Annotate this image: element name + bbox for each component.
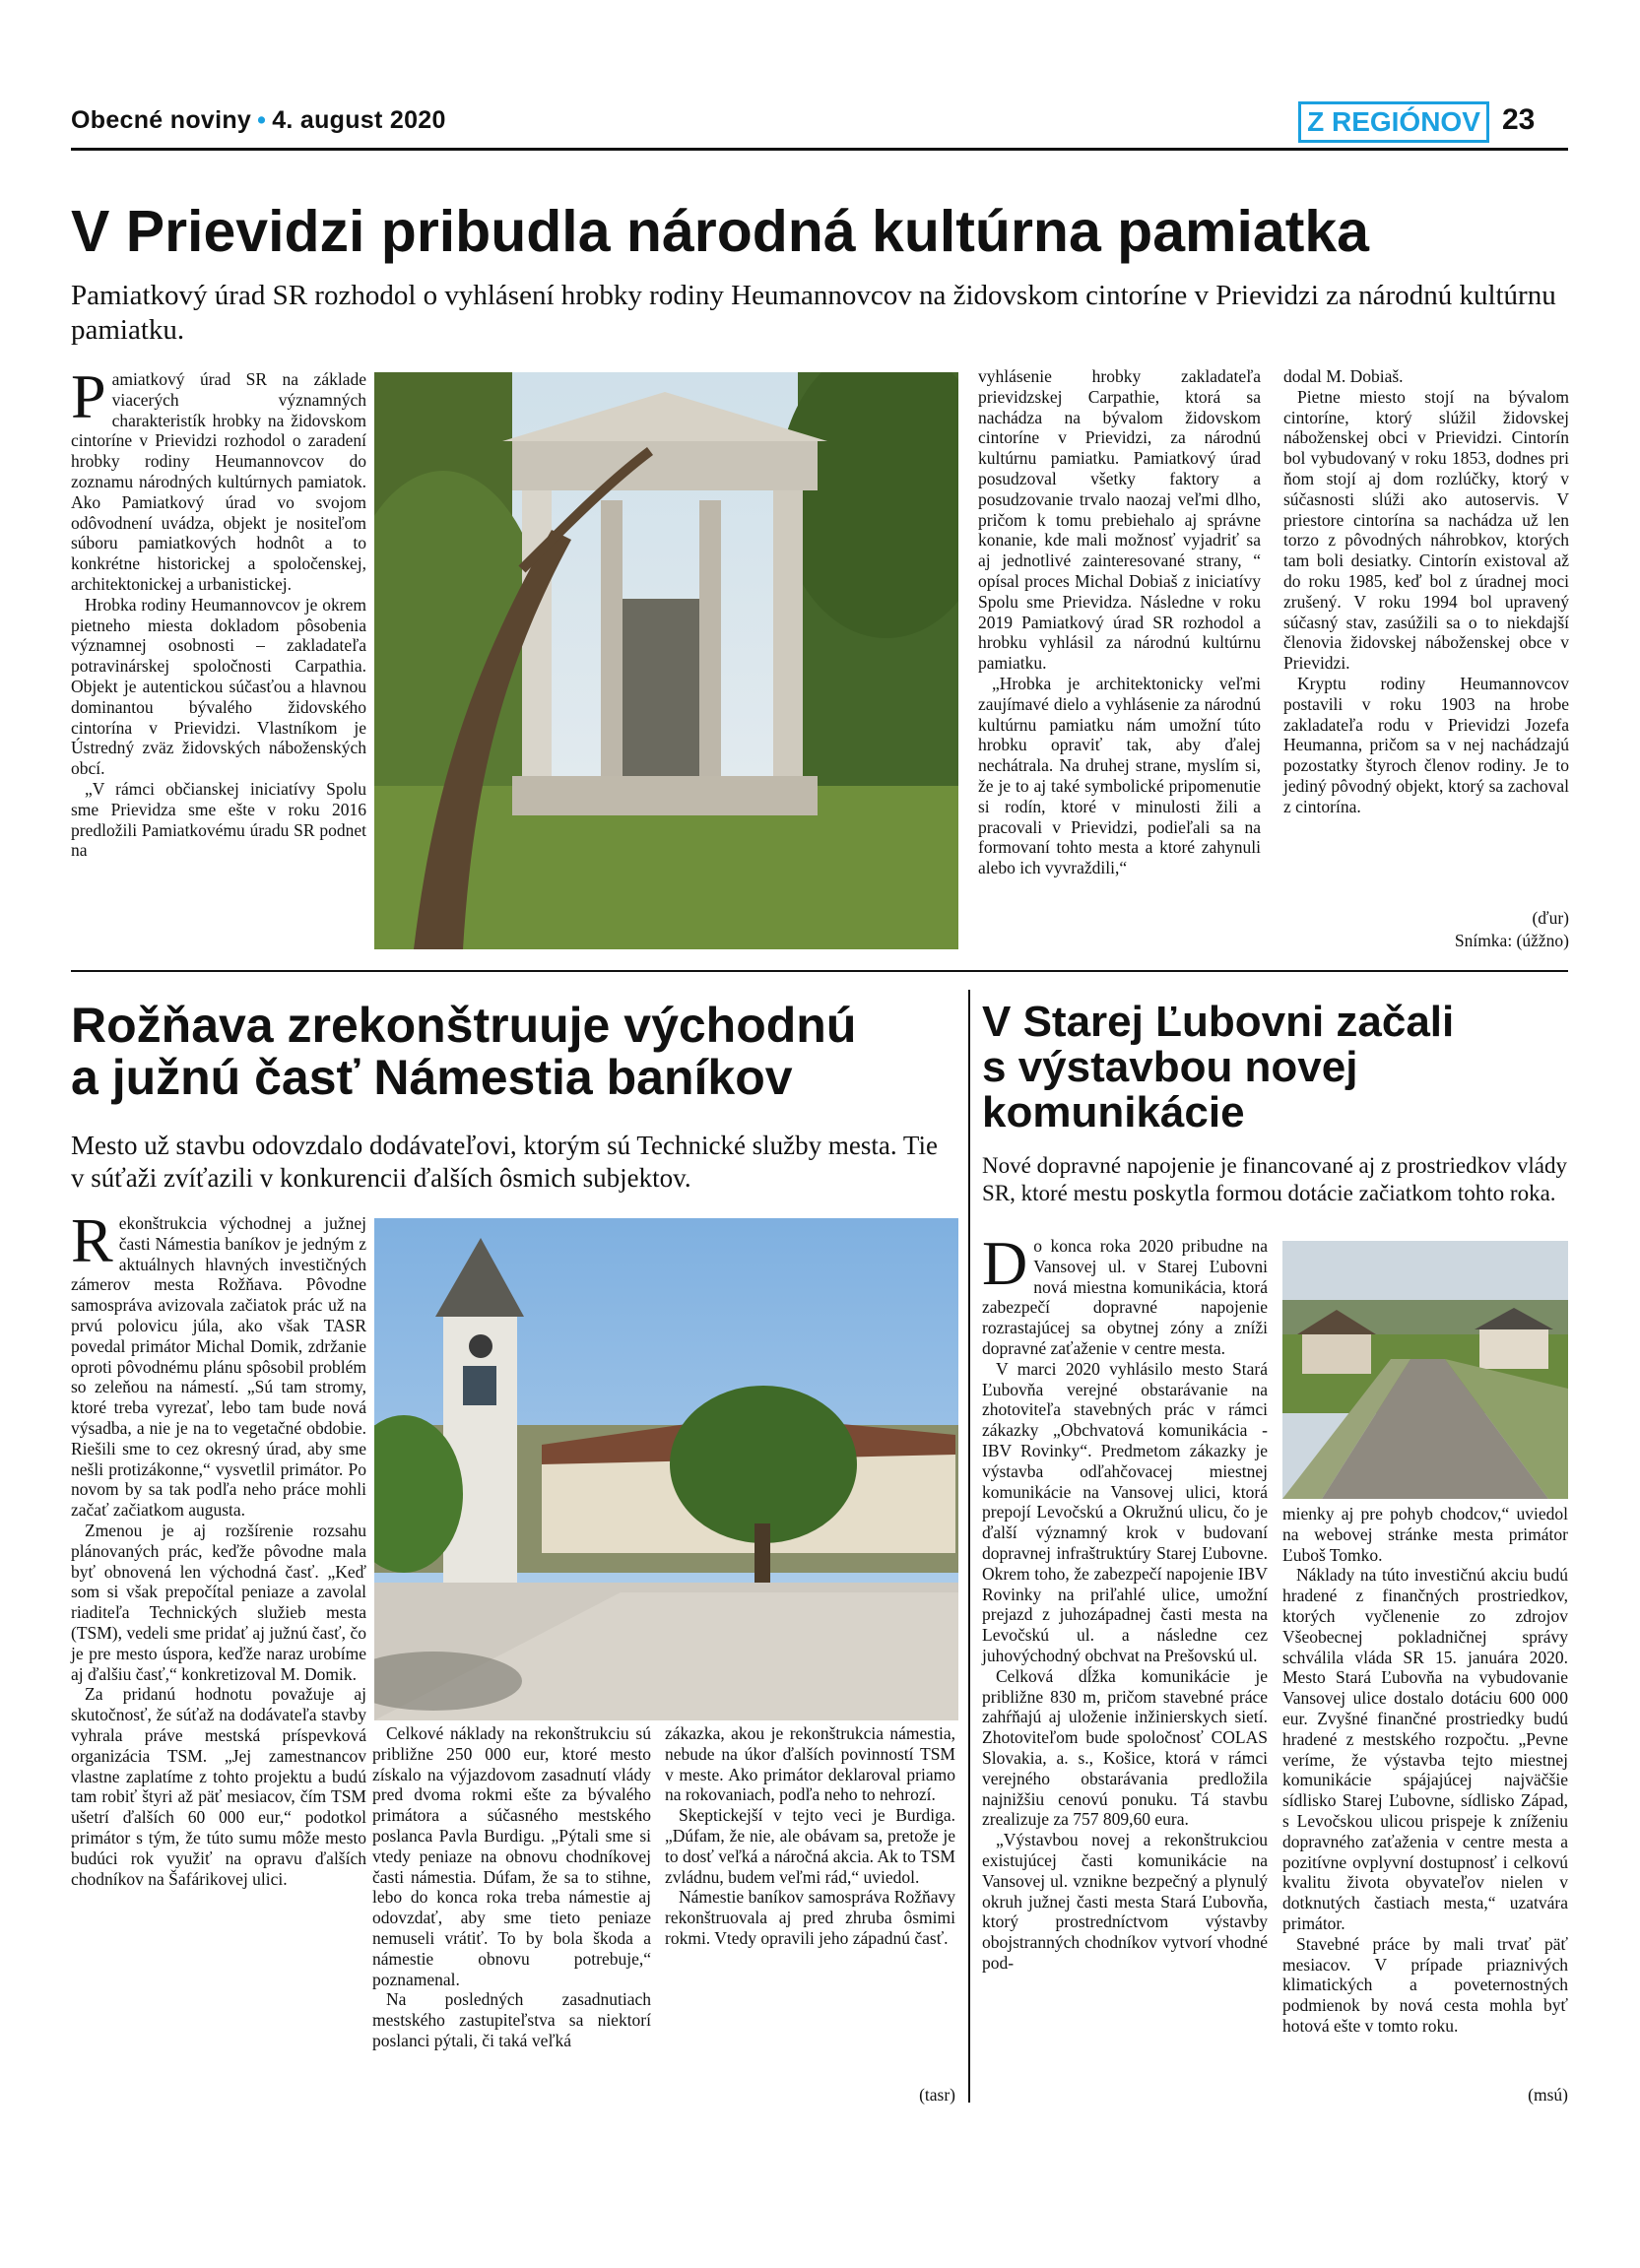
column-divider <box>968 990 970 2103</box>
article1-author: (ďur) <box>1532 908 1569 928</box>
tomb-monument-photo <box>374 372 958 949</box>
paragraph: Kryptu rodiny Heumannovcov postavili v roku 1903 na hrobe zakladateľa rodu v Prievidzi Jozefa Heumanna, pričom sa v nej nachádzajú pozostatky štyroch členov rodiny. Je to jediný pôvodný objekt, ktorý sa zachoval z cintorína. <box>1283 673 1569 816</box>
title-line: komunikácie <box>982 1088 1245 1137</box>
paragraph: „Hrobka je architektonicky veľmi zaujímavé dielo a vyhlásenie za národnú kultúrnu pamiatku nám umožní túto hrobku opraviť tak, aby ďalej nechátrala. Na druhej strane, myslím si, že je to aj také symbolické pripomenutie si rodín, ktoré v minulosti žili a pracovali v Prievidzi, podieľali sa na formovaní tohto mesta a ktoré zahynuli alebo ich vyvraždili,“ <box>978 673 1261 878</box>
paragraph: Za pridanú hodnotu považuje aj skutočnosť, že súťaž na dodávateľa stavby vyhrala práve mestská príspevková organizácia TSM. „Jej zamestnancov vlastne zaplatíme z tohto projektu a budú tam robiť štyri až päť mesiacov, čím TSM ušetrí ďalších 60 000 eur,“ podotkol primátor s tým, že túto sumu môže mesto budúci rok využiť na opravu ďalších chodníkov na Šafárikovej ulici. <box>71 1684 366 1889</box>
paragraph: Hrobka rodiny Heumannovcov je okrem pietneho miesta dokladom pôsobenia významnej osobnosti – zakladateľa potravinárskej spoločnosti Carpathia. Objekt je autentickou súčasťou a hlavnou dominantou bývalého židovského cintorína v Prievidzi. Vlastníkom je Ústredný zväz židovských náboženských obcí. <box>71 594 366 779</box>
paragraph: Náklady na túto investičnú akciu budú hradené z finančných prostriedkov, ktorých vyčlenenie zo zdrojov Všeobecnej pokladničnej správy schválila vláda SR 15. januára 2020. Mesto Stará Ľubovňa na vybudovanie Vansovej ulice dostalo dotáciu 600 000 eur. Zvyšné finančné prostriedky budú hradené z mestského rozpočtu. „Pevne veríme, že výstavba tejto miestnej komunikácie spájajúcej najväčšie sídlisko Starej Ľubovne, sídlisko Západ, s Levočskou ulicou prispeje k zníženiu dopravného zaťaženia v centre mesta a pozitívne ovplyvní dostupnosť i celkovú kvalitu života obyvateľov nielen v dotknutých častiach mesta,“ uzatvára primátor. <box>1282 1565 1568 1933</box>
article1-col4 <box>1283 366 1569 817</box>
dropcap: R <box>71 1205 113 1275</box>
header-rule <box>71 148 1568 151</box>
paragraph: Na posledných zasadnutiach mestského zastupiteľstva sa niektorí poslanci pýtali, či taká veľká <box>372 1989 651 2050</box>
town-square-tower-photo <box>374 1218 958 1720</box>
dropcap: D <box>982 1228 1028 1298</box>
title-line: a južnú časť Námestia baníkov <box>71 1049 793 1105</box>
article2-col1 <box>71 1205 366 1889</box>
title-line: V Starej Ľubovni začali <box>982 998 1455 1046</box>
article1-col3 <box>978 366 1261 878</box>
separator-dot: • <box>257 106 267 134</box>
article3-title <box>982 1000 1573 1136</box>
article2-deck: Mesto už stavbu odovzdalo dodávateľovi, ktorým sú Technické služby mesta. Tie v súťaži zvíťazili v konkurencii ďalších ôsmich subjektov. <box>71 1131 938 1193</box>
paragraph: vyhlásenie hrobky zakladateľa prievidzskej Carpathie, ktorá sa nachádza na bývalom židovskom cintoríne v Prievidzi, za národnú kultúrnu pamiatku. Pamiatkový úrad posudzoval všetky faktory a posudzovanie trvalo naozaj veľmi dlho, pričom k tomu prebiehalo aj správne konanie, kde mali možnosť vyjadriť sa aj jednotlivé zainteresované strany, “ opísal proces Michal Dobiaš z iniciatívy Spolu sme Prievidza. Následne v roku 2019 Pamiatkový úrad SR rozhodol a hrobku vyhlásil za národnú kultúrnu pamiatku. <box>978 366 1261 674</box>
title-line: Rožňava zrekonštruuje východnú <box>71 998 857 1053</box>
article2-title <box>71 1000 957 1103</box>
photo-credit: Snímka: (úžžno) <box>1454 931 1569 950</box>
paragraph: Zmenou je aj rozšírenie rozsahu plánovaných prác, keďže pôvodne mala byť obnovená len východná časť. „Keď som si však prepočítal peniaze a zavolal riaditeľa Technických služieb mesta (TSM), vedeli sme pridať aj južnú časť, čo je pre mesto úspora, keďže naraz urobíme aj ďalšiu časť,“ konkretizoval M. Domik. <box>71 1520 366 1684</box>
dropcap: P <box>71 361 106 431</box>
paragraph: zákazka, akou je rekonštrukcia námestia, nebude na úkor ďalších povinností TSM v meste. Ako primátor deklaroval priamo na rokovaniach, podľa neho to nehrozí. <box>665 1723 955 1805</box>
paragraph: Pietne miesto stojí na bývalom cintoríne, ktorý slúžil židovskej náboženskej obci v Prievidzi. Cintorín bol vybudovaný v roku 1853, dodnes pri ňom stojí aj dom rozlúčky, ktorý v súčasnosti slúži ako autoservis. V priestore cintorína sa nachádza už len torzo z pôvodných náhrobkov, ktorých tam boli desiatky. Cintorín existoval až do roku 1985, keď bol z úradnej moci zrušený. V roku 1994 bol upravený súčasný stav, zasúžili sa o to niekdajší členovia židovskej náboženskej obce v Prievidzi. <box>1283 386 1569 674</box>
paragraph: ekonštrukcia východnej a južnej časti Námestia baníkov je jedným z aktuálnych hlavných investičných zámerov mesta Rožňava. Pôvodne samospráva avizovala začiatok prác už na prvú polovicu júla, ako však TASR povedal primátor Michal Domik, zdržanie oproti pôvodnému plánu spôsobil problém so zeleňou na námestí. „Sú tam stromy, ktoré treba vyrezať, lebo tam bude nová výsadba, a nie je na to vegetačné obdobie. Riešili sme to cez okresný úrad, aby sme nešli protizákonne,“ vysvetlil primátor. Po novom by sa tak podľa neho práce mohli začať začiatkom augusta. <box>71 1213 366 1521</box>
article1-deck: Pamiatkový úrad SR rozhodol o vyhlásení hrobky rodiny Heumannovcov na židovskom cintoríne v Prievidzi za národnú kultúrnu pamiatku. <box>71 280 1556 347</box>
paragraph: „V rámci občianskej iniciatívy Spolu sme Prievidza sme ešte v roku 2016 predložili Pamiatkovému úradu SR podnet na <box>71 778 366 861</box>
article2-col3 <box>665 1723 955 1949</box>
page-number: 23 <box>1502 103 1536 136</box>
paragraph: o konca roka 2020 pribudne na Vansovej ul. v Starej Ľubovni nová miestna komunikácia, ktorá zabezpečí dopravné napojenie rozrastajúcej sa obytnej zóny a zníži dopravné zaťaženie v centre mesta. <box>982 1236 1268 1358</box>
article2-col2 <box>372 1723 651 2051</box>
paragraph: mienky aj pre pohyb chodcov,“ uviedol na webovej stránke mesta primátor Ľuboš Tomko. <box>1282 1504 1568 1565</box>
article2-author: (tasr) <box>919 2085 955 2105</box>
paragraph: „Výstavbou novej a rekonštrukciou existujúcej časti komunikácie na Vansovej ul. vznikne bezpečný a plynulý okruh južnej časti mesta Stará Ľubovňa, ktorý prostredníctvom výstavby obojstranných chodníkov vytvorí vhodné pod- <box>982 1830 1268 1973</box>
paragraph: dodal M. Dobiaš. <box>1283 366 1404 386</box>
paragraph: Stavebné práce by mali trvať päť mesiacov. V prípade priaznivých klimatických a poveternostných podmienok by nová cesta mohla byť hotová ešte v tomto roku. <box>1282 1933 1568 2036</box>
paragraph: V marci 2020 vyhlásilo mesto Stará Ľubovňa verejné obstarávanie na zhotoviteľa stavebných prác v rámci zákazky „Obchvatová komunikácia - IBV Rovinky“. Predmetom zákazky je výstavba odľahčovacej miestnej komunikácie na Vansovej ulici, ktorá prepojí Levočskú a Okružnú ulicu, čo je ďalší významný krok v budovaní dopravnej infraštruktúry Starej Ľubovne. Okrem toho, že zabezpečí napojenie IBV Rovinky na priľahlé ulice, umožní prejazd z juhozápadnej časti mesta na Levočskú ul. a následne cez juhovýchodný obchvat na Prešovskú ul. <box>982 1358 1268 1665</box>
new-road-photo <box>1282 1241 1568 1499</box>
publication-name: Obecné noviny <box>71 106 252 134</box>
paragraph: Celková dĺžka komunikácie je približne 830 m, pričom stavebné práce zahŕňajú aj uloženie inžinierskych sietí. Zhotoviteľom bude spoločnosť COLAS Slovakia, a. s., Košice, ktorá v rámci verejného obstarávania predložila najnižšiu cenovú ponuku. Tá stavbu zrealizuje za 757 809,60 eura. <box>982 1665 1268 1830</box>
section-divider <box>71 970 1568 972</box>
article1-title: V Prievidzi pribudla národná kultúrna pamiatka <box>71 199 1369 264</box>
article3-deck: Nové dopravné napojenie je financované aj z prostriedkov vlády SR, ktoré mestu poskytla formou dotácie začiatkom tohto roka. <box>982 1153 1567 1206</box>
title-line: s výstavbou novej <box>982 1043 1358 1092</box>
section-label: Z REGIÓNOV <box>1298 101 1489 143</box>
paragraph: Námestie baníkov samospráva Rožňavy rekonštruovala aj pred zhruba ôsmimi rokmi. Vtedy opravili jeho západnú časť. <box>665 1887 955 1948</box>
masthead <box>71 106 446 135</box>
paragraph: Skeptickejší v tejto veci je Burdiga. „Dúfam, že nie, ale obávam sa, pretože je to dosť veľká a náročná akcia. Ak to TSM zvládnu, budem veľmi rád,“ uviedol. <box>665 1805 955 1887</box>
article1-col1 <box>71 361 366 861</box>
article3-col1 <box>982 1228 1268 1974</box>
paragraph: Celkové náklady na rekonštrukciu sú približne 250 000 eur, ktoré mesto získalo na výjazdovom zasadnutí vlády pred dvoma rokmi ešte za bývalého primátora a súčasného mestského poslanca Pavla Burdigu. „Pýtali sme si vtedy peniaze na obnovu chodníkovej časti námestia. Dúfam, že sa to stihne, lebo do konca roka treba námestie aj odovzdať, aby sme tieto peniaze nemuseli vrátiť. To by bola škoda a námestie obnovu potrebuje,“ poznamenal. <box>372 1723 651 1989</box>
article3-col2 <box>1282 1504 1568 2037</box>
paragraph: amiatkový úrad SR na základe viacerých významných charakteristík hrobky na židovskom cintoríne v Prievidzi rozhodol o zaradení hrobky rodiny Heumannovcov do zoznamu národných kultúrnych pamiatok. Ako Pamiatkový úrad vo svojom odôvodnení uvádza, objekt je nositeľom súboru pamiatkových hodnôt a to konkrétne historickej a spoločenskej, architektonickej a urbanistickej. <box>71 369 366 594</box>
article3-author: (msú) <box>1528 2085 1568 2105</box>
issue-date: 4. august 2020 <box>272 106 446 134</box>
